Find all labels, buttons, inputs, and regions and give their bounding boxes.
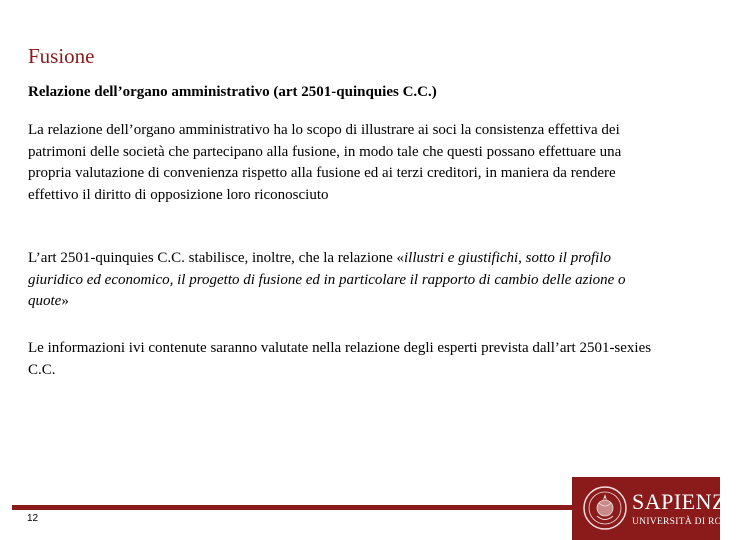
university-logo bbox=[572, 477, 742, 540]
slide-subtitle: Relazione dell’organo amministrativo (art 2501-quinquies C.C.) bbox=[28, 84, 437, 100]
page-number: 12 bbox=[27, 513, 39, 524]
footer-divider bbox=[12, 505, 572, 510]
logo-name: SAPIENZA bbox=[632, 489, 742, 514]
slide-title: Fusione bbox=[28, 44, 95, 68]
paragraph-3: Le informazioni ivi contenute saranno valutate nella relazione degli esperti prevista dall’art 2501-sexies C.C. bbox=[28, 340, 652, 378]
paragraph-2-close: » bbox=[61, 293, 69, 309]
paragraph-2-text: L’art 2501-quinquies C.C. stabilisce, inoltre, che la relazione « bbox=[28, 250, 405, 266]
paragraph-1: La relazione dell’organo amministrativo ha lo scopo di illustrare ai soci la consistenza effettiva dei patrimoni delle società che partecipano alla fusione, in modo tale che questi possano effettuare una propria valutazione di convenienza rispetto alla fusione ed ai terzi creditori, in maniera da rendere effettivo il diritto di opposizione loro riconosciuto bbox=[28, 122, 622, 203]
logo-subtitle: UNIVERSITÀ DI ROMA bbox=[632, 517, 738, 527]
seal-icon bbox=[582, 485, 628, 531]
paragraph-2-quote: illustri e giustifichi, sotto il profilo giuridico ed economico, il progetto di fusione ed in particolare il rapporto di cambio delle azione o quote bbox=[28, 250, 626, 309]
paragraph-2 bbox=[28, 248, 668, 313]
